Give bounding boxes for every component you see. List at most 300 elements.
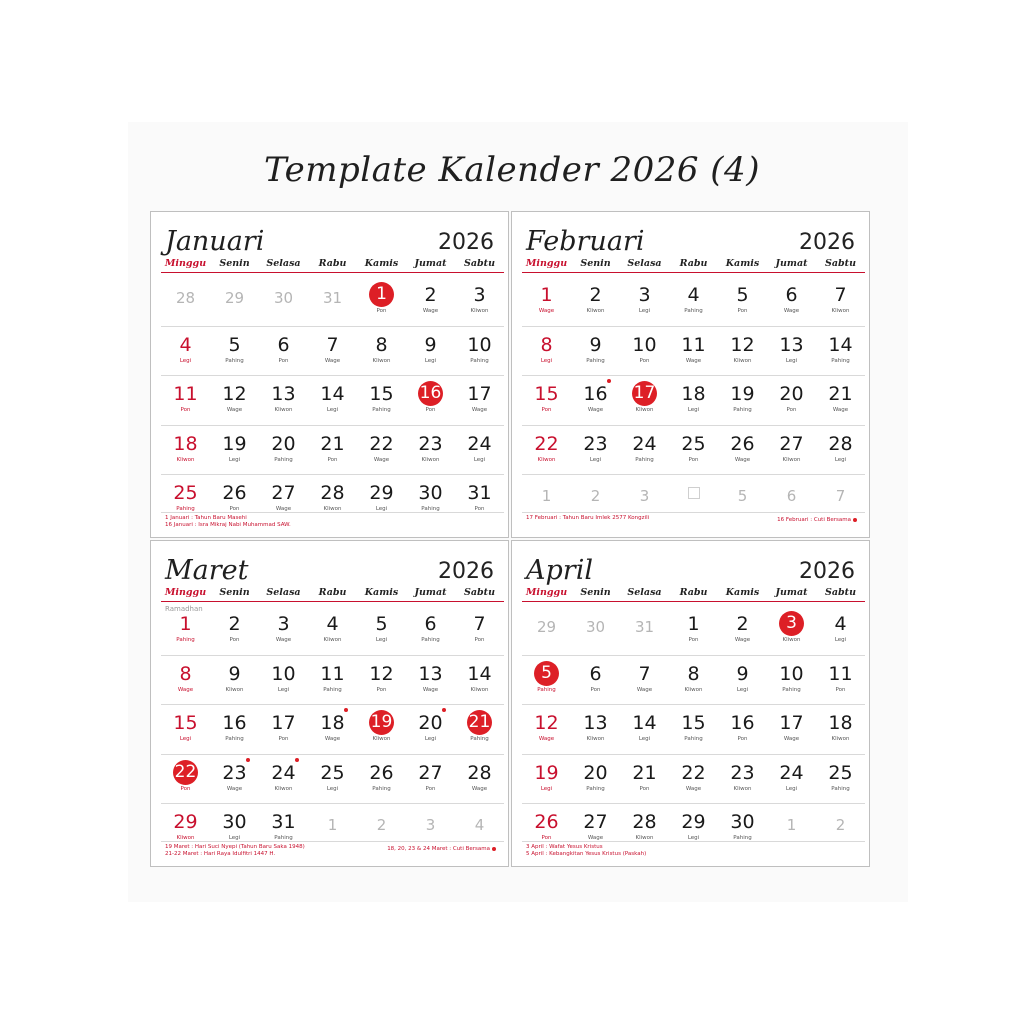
pasaran-label: Kliwon [831,736,850,742]
pasaran-label: Wage [226,785,243,792]
pasaran-label: Kliwon [782,637,801,643]
day-number: 16 [418,381,443,406]
day-cell[interactable] [161,706,210,755]
day-cell[interactable] [669,278,718,327]
day-cell[interactable] [571,607,620,656]
day-number: 17 [467,383,492,405]
pasaran-label: Legi [736,686,749,693]
weekday-label: Minggu [525,258,568,269]
day-cell[interactable] [522,278,571,327]
day-cell[interactable] [767,427,816,476]
day-number: 1 [687,613,700,635]
pasaran-label: Pon [639,357,650,364]
month-year: 2026 [799,559,855,584]
day-cell[interactable] [767,607,816,656]
day-number: 15 [534,383,559,405]
row-divider [161,375,504,376]
day-cell[interactable] [357,427,406,476]
day-cell[interactable] [406,377,455,426]
day-cell[interactable] [620,377,669,426]
day-cell[interactable] [161,278,210,327]
pasaran-label: Wage [538,308,555,314]
day-cell[interactable] [357,328,406,377]
day-cell[interactable] [522,756,571,805]
weekday-label: Kamis [725,587,760,598]
day-cell[interactable] [718,328,767,377]
day-number: 3 [473,284,486,306]
day-cell[interactable] [357,756,406,805]
pasaran-label: Pon [541,407,552,413]
day-cell[interactable] [718,756,767,805]
day-number: 24 [271,761,296,784]
pasaran-label: Wage [734,456,751,463]
day-number: 1 [786,816,797,834]
pasaran-label: Pahing [176,637,195,643]
holiday-note: 1 Januari : Tahun Baru Masehi [165,515,247,521]
day-cell[interactable] [767,657,816,706]
day-cell[interactable] [620,657,669,706]
day-number: 28 [175,289,196,307]
day-number: 10 [467,333,492,356]
day-cell[interactable] [357,278,406,327]
day-number: 1 [179,613,192,635]
pasaran-label: Legi [834,637,847,643]
day-cell[interactable] [816,278,865,327]
pasaran-label: Legi [687,835,700,841]
day-cell[interactable] [406,706,455,755]
day-cell[interactable] [522,377,571,426]
day-number: 17 [271,712,296,734]
pasaran-label: Legi [179,357,192,364]
pasaran-label: Legi [424,736,437,742]
day-number: 21 [467,710,492,735]
holiday-note: 5 April : Kebangkitan Yesus Kristus (Paskah) [526,851,647,857]
day-cell[interactable] [210,706,259,755]
weekday-label: Jumat [775,258,808,269]
day-cell[interactable] [571,278,620,327]
row-divider [161,754,504,755]
day-number: 22 [681,761,706,784]
day-number: 24 [779,761,804,784]
day-cell[interactable] [210,278,259,327]
day-number: 17 [779,712,804,734]
pasaran-label: Pon [327,456,338,463]
day-number: 9 [228,662,241,685]
day-cell[interactable] [669,756,718,805]
day-cell[interactable] [620,706,669,755]
pasaran-label: Pahing [176,506,195,512]
day-cell[interactable] [210,607,259,656]
page-title: Template Kalender 2026 (4) [264,150,760,190]
day-cell[interactable] [210,657,259,706]
day-number: 12 [222,383,247,405]
row-divider [522,655,865,656]
day-cell[interactable] [406,427,455,476]
weekday-label: Selasa [266,258,301,269]
pasaran-label: Wage [685,357,702,364]
day-number: 30 [585,618,606,636]
row-divider [522,704,865,705]
bottom-divider [522,512,865,513]
pasaran-label: Legi [277,686,290,693]
pasaran-label: Legi [375,637,388,643]
day-number: 29 [681,811,706,833]
day-number: 11 [320,662,345,685]
weekday-label: Kamis [725,258,760,269]
day-number: 15 [681,712,706,734]
pasaran-label: Pon [278,736,289,742]
day-cell[interactable] [308,607,357,656]
empty-square [688,487,700,499]
pasaran-label: Pahing [684,308,703,314]
pasaran-label: Wage [587,835,604,841]
day-number: 6 [786,487,797,505]
pasaran-label: Legi [424,357,437,364]
pasaran-label: Wage [734,637,751,643]
pasaran-label: Wage [471,407,488,413]
day-number: 14 [467,662,492,685]
holiday-note: 16 Januari : Isra Mikraj Nabi Muhammad SAW. [165,522,291,528]
day-cell[interactable] [259,706,308,755]
day-cell[interactable] [816,657,865,706]
pasaran-label: Legi [179,736,192,742]
day-cell[interactable] [357,377,406,426]
day-cell[interactable] [767,328,816,377]
day-cell[interactable] [308,756,357,805]
day-number: 3 [277,613,290,635]
pasaran-label: Wage [177,686,194,693]
day-cell[interactable] [669,328,718,377]
day-cell[interactable] [308,657,357,706]
pasaran-label: Pon [639,785,650,792]
day-cell[interactable] [455,607,504,656]
pasaran-label: Pahing [537,686,556,693]
day-cell[interactable] [620,427,669,476]
pasaran-label: Pahing [225,357,244,364]
pasaran-label: Wage [422,308,439,314]
pasaran-label: Legi [540,357,553,364]
day-cell[interactable] [259,427,308,476]
day-number: 4 [179,333,192,356]
day-number: 20 [583,761,608,784]
day-number: 10 [271,662,296,685]
day-cell[interactable] [406,607,455,656]
cuti-bersama-dot [295,758,299,762]
day-cell[interactable] [210,756,259,805]
day-number: 5 [375,613,388,635]
day-cell[interactable] [522,657,571,706]
day-cell[interactable] [522,607,571,656]
day-number: 2 [589,284,602,306]
pasaran-label: Kliwon [421,456,440,463]
day-number: 6 [589,662,602,685]
pasaran-label: Wage [587,407,604,413]
weekday-label: Senin [219,258,250,269]
pasaran-label: Pahing [225,736,244,742]
day-number: 9 [589,333,602,356]
day-cell[interactable] [357,657,406,706]
day-cell[interactable] [406,328,455,377]
day-cell[interactable] [406,756,455,805]
day-number: 30 [273,289,294,307]
day-cell[interactable] [816,756,865,805]
pasaran-label: Pahing [274,835,293,841]
day-number: 30 [222,811,247,833]
day-number: 1 [540,284,553,306]
pasaran-label: Kliwon [323,506,342,512]
weekday-header [161,587,504,602]
pasaran-label: Pon [590,686,601,693]
row-divider [522,326,865,327]
weekday-label: Sabtu [464,587,495,598]
pasaran-label: Pon [180,407,191,413]
day-cell[interactable] [718,607,767,656]
pasaran-label: Pon [786,407,797,413]
day-cell[interactable] [767,706,816,755]
day-number: 30 [730,811,755,833]
day-cell[interactable] [357,607,406,656]
day-number: 27 [779,432,804,455]
day-cell[interactable] [669,427,718,476]
day-cell[interactable] [161,607,210,656]
weekday-label: Jumat [775,587,808,598]
day-number: 19 [222,432,247,455]
day-cell[interactable] [210,328,259,377]
day-cell[interactable] [718,278,767,327]
day-cell[interactable] [718,427,767,476]
day-number: 14 [828,333,853,356]
day-number: 25 [320,761,345,784]
day-cell[interactable] [669,607,718,656]
month-panel-april [511,540,870,867]
pasaran-label: Pahing [733,407,752,413]
day-number: 13 [418,662,443,685]
day-number: 7 [326,333,339,356]
day-number: 3 [779,611,804,636]
day-cell[interactable] [620,328,669,377]
row-divider [522,425,865,426]
day-cell[interactable] [669,377,718,426]
day-number: 10 [632,333,657,356]
month-name: Februari [526,226,645,257]
weekday-label: Minggu [525,587,568,598]
pasaran-label: Kliwon [733,357,752,364]
day-cell[interactable] [571,328,620,377]
day-cell[interactable] [767,377,816,426]
day-cell[interactable] [455,278,504,327]
cuti-bersama-dot [607,379,611,383]
day-cell[interactable] [259,377,308,426]
day-cell[interactable] [767,756,816,805]
day-number: 13 [271,383,296,405]
day-cell[interactable] [161,657,210,706]
pasaran-label: Legi [228,835,241,841]
day-cell[interactable] [259,607,308,656]
day-number: 22 [173,760,198,785]
day-number: 27 [418,761,443,784]
day-number: 3 [425,816,436,834]
day-cell[interactable] [210,377,259,426]
weekday-label: Rabu [318,587,347,598]
day-cell[interactable] [620,756,669,805]
day-number: 15 [369,383,394,405]
day-number: 25 [828,761,853,784]
day-cell[interactable] [571,706,620,755]
day-cell[interactable] [406,278,455,327]
day-cell[interactable] [620,278,669,327]
day-cell[interactable] [816,607,865,656]
day-cell[interactable] [455,756,504,805]
pasaran-label: Pon [376,686,387,693]
pasaran-label: Wage [324,357,341,364]
row-divider [161,326,504,327]
day-cell[interactable] [669,657,718,706]
weekday-label: Minggu [164,587,207,598]
pasaran-label: Pahing [586,357,605,364]
day-cell[interactable] [718,706,767,755]
pasaran-label: Pon [737,308,748,314]
pasaran-label: Kliwon [684,686,703,693]
day-number: 31 [322,289,343,307]
day-cell[interactable] [455,427,504,476]
day-number: 4 [834,613,847,635]
cuti-bersama-dot [246,758,250,762]
day-cell[interactable] [816,377,865,426]
day-cell[interactable] [816,328,865,377]
pasaran-label: Wage [226,407,243,413]
day-cell[interactable] [308,278,357,327]
pasaran-label: Kliwon [470,686,489,693]
pasaran-label: Pahing [372,407,391,413]
pasaran-label: Legi [834,456,847,463]
day-cell[interactable] [210,427,259,476]
day-cell[interactable] [816,706,865,755]
day-cell[interactable] [161,328,210,377]
day-cell[interactable] [308,377,357,426]
day-cell[interactable] [259,756,308,805]
day-number: 8 [540,333,553,356]
day-number: 19 [730,383,755,405]
day-number: 10 [779,662,804,685]
day-number: 17 [632,381,657,406]
day-number: 7 [835,487,846,505]
day-cell[interactable] [571,377,620,426]
pasaran-label: Wage [783,308,800,314]
pasaran-label: Pahing [782,686,801,693]
weekday-label: Kamis [364,258,399,269]
row-divider [522,474,865,475]
day-cell[interactable] [161,756,210,805]
pasaran-label: Pon [425,785,436,792]
cuti-bersama-text: 18, 20, 23 & 24 Maret : Cuti Bersama [387,846,490,852]
day-cell[interactable] [259,657,308,706]
day-cell[interactable] [571,756,620,805]
day-cell[interactable] [522,706,571,755]
day-cell[interactable] [455,657,504,706]
pasaran-label: Kliwon [586,736,605,742]
row-divider [522,803,865,804]
day-number: 18 [828,712,853,734]
pasaran-label: Wage [324,736,341,742]
row-divider [161,655,504,656]
day-number: 3 [639,487,650,505]
weekday-label: Kamis [364,587,399,598]
cuti-bersama-note [777,517,857,523]
day-cell[interactable] [816,427,865,476]
day-number: 11 [681,333,706,356]
day-cell[interactable] [571,657,620,706]
day-number: 27 [271,482,296,504]
day-cell[interactable] [455,706,504,755]
pasaran-label: Wage [422,686,439,693]
row-divider [161,803,504,804]
day-cell[interactable] [161,427,210,476]
pasaran-label: Kliwon [537,456,556,463]
month-panel-maret [150,540,509,867]
pasaran-label: Pahing [274,456,293,463]
day-cell[interactable] [718,657,767,706]
day-cell[interactable] [522,328,571,377]
month-name: April [526,555,593,586]
pasaran-label: Pon [180,785,191,792]
day-cell[interactable] [522,427,571,476]
day-cell[interactable] [620,607,669,656]
day-number: 28 [828,432,853,455]
bottom-divider [522,841,865,842]
day-cell[interactable] [455,328,504,377]
pasaran-label: Legi [785,785,798,792]
day-cell[interactable] [259,278,308,327]
day-cell[interactable] [308,427,357,476]
bottom-divider [161,841,504,842]
day-number: 13 [779,333,804,356]
pasaran-label: Pon [229,637,240,643]
day-cell[interactable] [571,427,620,476]
day-cell[interactable] [669,706,718,755]
cuti-bersama-dot [344,708,348,712]
day-number: 12 [534,712,559,734]
row-divider [522,375,865,376]
pasaran-label: Pon [376,308,387,314]
day-cell[interactable] [455,377,504,426]
day-cell[interactable] [718,377,767,426]
day-number: 30 [418,482,443,504]
day-number: 20 [779,383,804,405]
day-cell[interactable] [161,377,210,426]
weekday-label: Selasa [627,258,662,269]
day-number: 22 [534,432,559,455]
day-number: 1 [541,487,552,505]
pasaran-label: Pahing [470,357,489,364]
day-cell[interactable] [259,328,308,377]
pasaran-label: Kliwon [635,835,654,841]
day-cell[interactable] [767,278,816,327]
pasaran-label: Kliwon [635,407,654,413]
pasaran-label: Kliwon [274,785,293,792]
pasaran-label: Pon [425,407,436,413]
pasaran-label: Pahing [831,785,850,792]
pasaran-label: Pon [737,736,748,742]
day-cell[interactable] [357,706,406,755]
pasaran-label: Legi [326,407,339,413]
month-year: 2026 [799,230,855,255]
day-cell[interactable] [308,706,357,755]
pasaran-label: Pon [688,456,699,463]
weekday-label: Senin [580,258,611,269]
day-cell[interactable] [406,657,455,706]
day-number: 19 [534,761,559,784]
day-cell[interactable] [308,328,357,377]
